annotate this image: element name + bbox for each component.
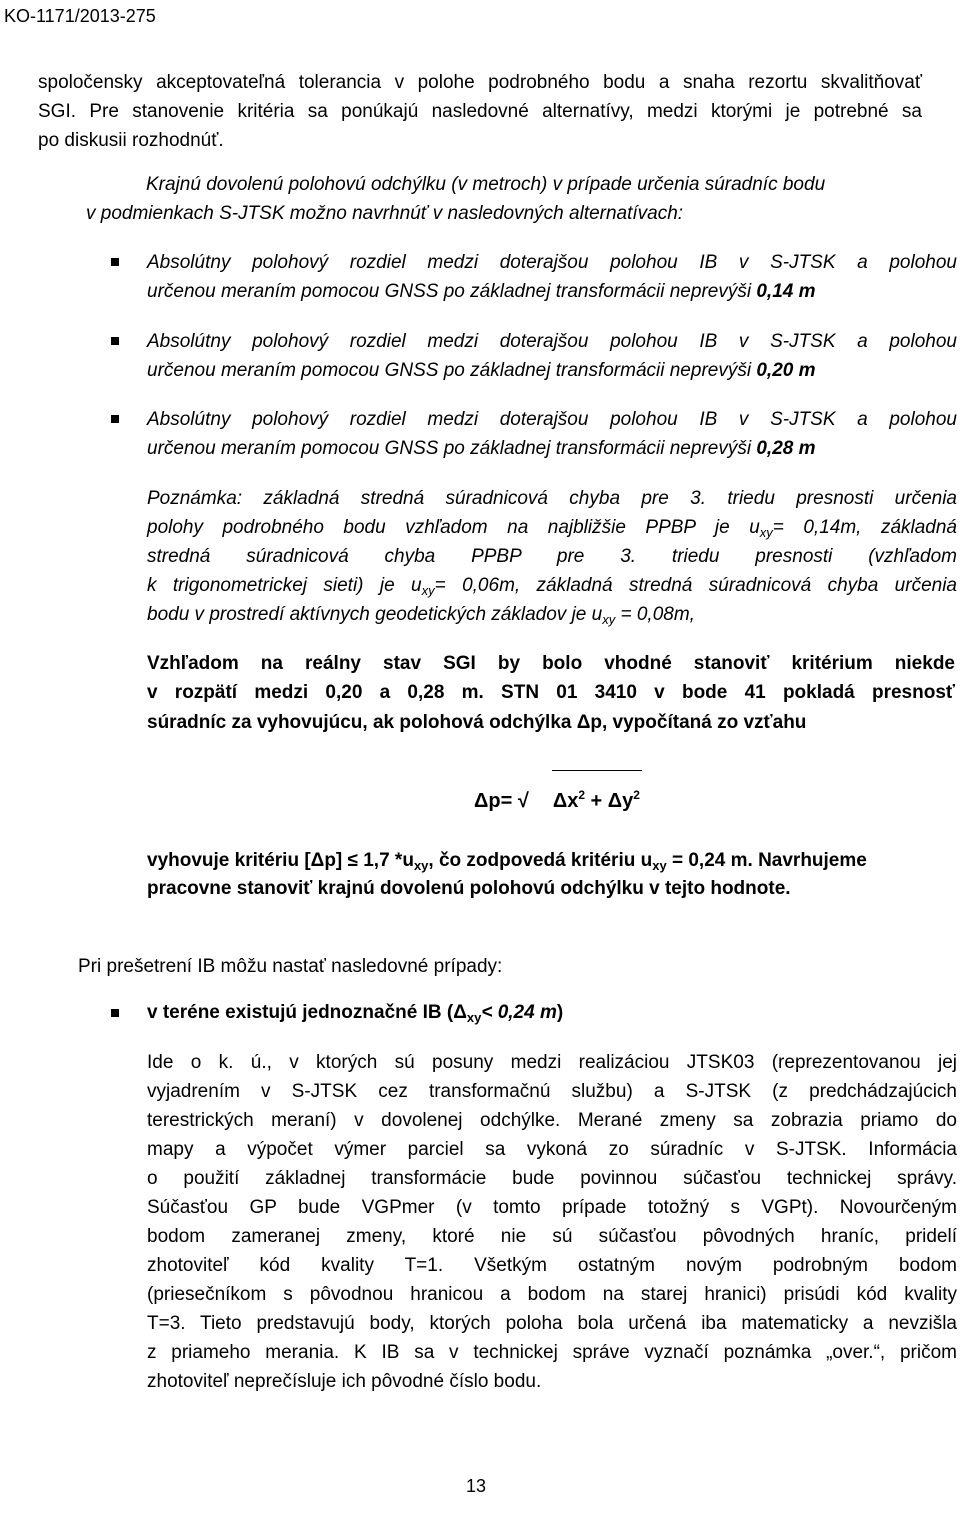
- alternative-2-value: 0,20 m: [756, 360, 816, 381]
- intro-line-1: spoločensky akceptovateľná tolerancia v polohe podrobného bodu a snaha rezortu skvalitňovať: [38, 72, 922, 93]
- case-1-close-paren: ): [556, 1002, 564, 1023]
- document-id-header: KO-1171/2013-275: [4, 6, 156, 26]
- note-line-5: [147, 600, 695, 634]
- alternative-3-line-2: [147, 434, 816, 463]
- alternative-2-line-1: Absolútny polohový rozdiel medzi doterajšou polohou IB v S-JTSK a polohou: [147, 331, 957, 352]
- criterion-text: vyhovuje kritériu [Δp] ≤ 1,7 *u: [147, 850, 414, 871]
- formula-exponent-1: 2: [578, 788, 585, 802]
- criterion-line-2: pracovne stanoviť krajnú dovolenú polohovú odchýlku v tejto hodnote.: [147, 878, 791, 899]
- note-line-5-subscript: xy: [602, 612, 616, 627]
- conclusion-line-3: súradníc za vyhovujúcu, ak polohová odchýlka Δp, vypočítaná zo vzťahu: [147, 712, 807, 733]
- case-1-body-line: T=3. Tieto predstavujú body, ktorých poloha bola určená iba matematicky a nevzišla: [147, 1313, 957, 1334]
- note-line-5-text: bodu v prostredí aktívnych geodetických základov je u: [147, 604, 603, 625]
- criterion-text-2: , čo zodpovedá kritériu u: [428, 850, 653, 871]
- conclusion-line-1: Vzhľadom na reálny stav SGI by bolo vhodné stanoviť kritérium niekde: [147, 653, 955, 674]
- case-1-body-line: vyjadrením v S-JTSK cez transformačnú službu) a S-JTSK (z predchádzajúcich: [147, 1081, 957, 1102]
- formula-dy: + Δy: [585, 790, 634, 812]
- case-1-heading-text: v teréne existujú jednoznačné IB (: [147, 1002, 454, 1023]
- criterion-subscript-1: xy: [413, 858, 429, 873]
- case-1-body-line: bodom zameranej zmeny, ktoré nie sú súčasťou pôvodných hraníc, pridelí: [147, 1226, 957, 1247]
- alternative-1-line-1: Absolútny polohový rozdiel medzi doterajšou polohou IB v S-JTSK a polohou: [147, 252, 957, 273]
- formula-exponent-2: 2: [633, 788, 640, 802]
- case-1-body-line: o použití základnej transformácie bude povinnou súčasťou technickej správy.: [147, 1168, 957, 1189]
- cases-intro: Pri prešetrení IB môžu nastať nasledovné prípady:: [78, 956, 503, 977]
- note-line-4-subscript: xy: [421, 583, 435, 598]
- alternative-1-value: 0,14 m: [756, 281, 816, 302]
- alternative-1-text: určenou meraním pomocou GNSS po základnej transformácii neprevýši: [147, 281, 757, 302]
- case-1-body-line: zhotoviteľ kód kvality T=1. Všetkým ostatným novým podrobným bodom: [147, 1255, 957, 1276]
- alternative-3-line-1: Absolútny polohový rozdiel medzi doterajšou polohou IB v S-JTSK a polohou: [147, 409, 957, 430]
- case-1-body-line: Ide o k. ú., v ktorých sú posuny medzi realizáciou JTSK03 (reprezentovanou jej: [147, 1052, 957, 1073]
- page-number: 13: [466, 1476, 487, 1496]
- note-line-5-value: = 0,08m,: [615, 604, 695, 625]
- sqrt-bar: [552, 770, 642, 771]
- case-1-subscript: xy: [466, 1010, 482, 1025]
- alternative-1-line-2: [147, 277, 816, 306]
- note-line-1: Poznámka: základná stredná súradnicová chyba pre 3. triedu presnosti určenia: [147, 488, 957, 509]
- distance-formula: [474, 788, 640, 813]
- bullet-icon: [111, 1009, 119, 1017]
- case-1-body-line: zhotoviteľ neprečísluje ich pôvodné číslo bodu.: [147, 1371, 542, 1392]
- criterion-text-3: = 0,24 m. Navrhujeme: [666, 850, 867, 871]
- proposal-line-2: v podmienkach S-JTSK možno navrhnúť v nasledovných alternatívach:: [86, 203, 684, 224]
- proposal-line-1: Krajnú dovolenú polohovú odchýlku (v metroch) v prípade určenia súradníc bodu: [146, 174, 826, 195]
- conclusion-line-2: v rozpätí medzi 0,20 a 0,28 m. STN 01 3410 v bode 41 pokladá presnosť: [147, 682, 955, 703]
- case-1-body-line: z priameho merania. K IB sa v technickej správe vyznačí poznámka „over.“, pričom: [147, 1342, 957, 1363]
- alternative-3-text: určenou meraním pomocou GNSS po základnej transformácii neprevýši: [147, 438, 757, 459]
- formula-lhs: Δp= √: [474, 790, 529, 812]
- case-1-body-line: mapy a výpočet výmer parciel sa vykoná zo súradníc v S-JTSK. Informácia: [147, 1139, 957, 1160]
- case-1-delta: Δ: [453, 1002, 467, 1023]
- bullet-icon: [111, 337, 119, 345]
- note-line-2-text: polohy podrobného bodu vzhľadom na najbližšie PPBP je u: [147, 517, 760, 538]
- case-1-body-line: Súčasťou GP bude VGPmer (v tomto prípade totožný s VGPt). Novourčeným: [147, 1197, 957, 1218]
- formula-dx: Δx: [552, 790, 579, 812]
- case-1-heading: [147, 998, 563, 1032]
- note-line-3: stredná súradnicová chyba PPBP pre 3. triedu presnosti (vzhľadom: [147, 546, 957, 567]
- note-line-2-value: = 0,14m, základná: [772, 517, 958, 538]
- case-1-threshold: < 0,24 m: [481, 1002, 557, 1023]
- note-line-4-value: = 0,06m, základná stredná súradnicová chyba určenia: [434, 575, 957, 596]
- case-1-body-line: (priesečníkom s pôvodnou hranicou a bodom na starej hranici) prisúdi kód kvality: [147, 1284, 957, 1305]
- bullet-icon: [111, 258, 119, 266]
- case-1-body-line: terestrických meraní) v dovolenej odchýlke. Merané zmeny sa zobrazia priamo do: [147, 1110, 957, 1131]
- criterion-subscript-2: xy: [652, 858, 667, 873]
- intro-line-2: SGI. Pre stanovenie kritéria sa ponúkajú nasledovné alternatívy, medzi ktorými je potrebné sa: [38, 101, 922, 122]
- note-line-4-text: k trigonometrickej sieti) je u: [147, 575, 422, 596]
- note-line-2-subscript: xy: [759, 525, 773, 540]
- intro-line-3: po diskusii rozhodnúť.: [38, 130, 224, 151]
- alternative-3-value: 0,28 m: [756, 438, 816, 459]
- alternative-2-line-2: [147, 356, 816, 385]
- alternative-2-text: určenou meraním pomocou GNSS po základnej transformácii neprevýši: [147, 360, 757, 381]
- bullet-icon: [111, 415, 119, 423]
